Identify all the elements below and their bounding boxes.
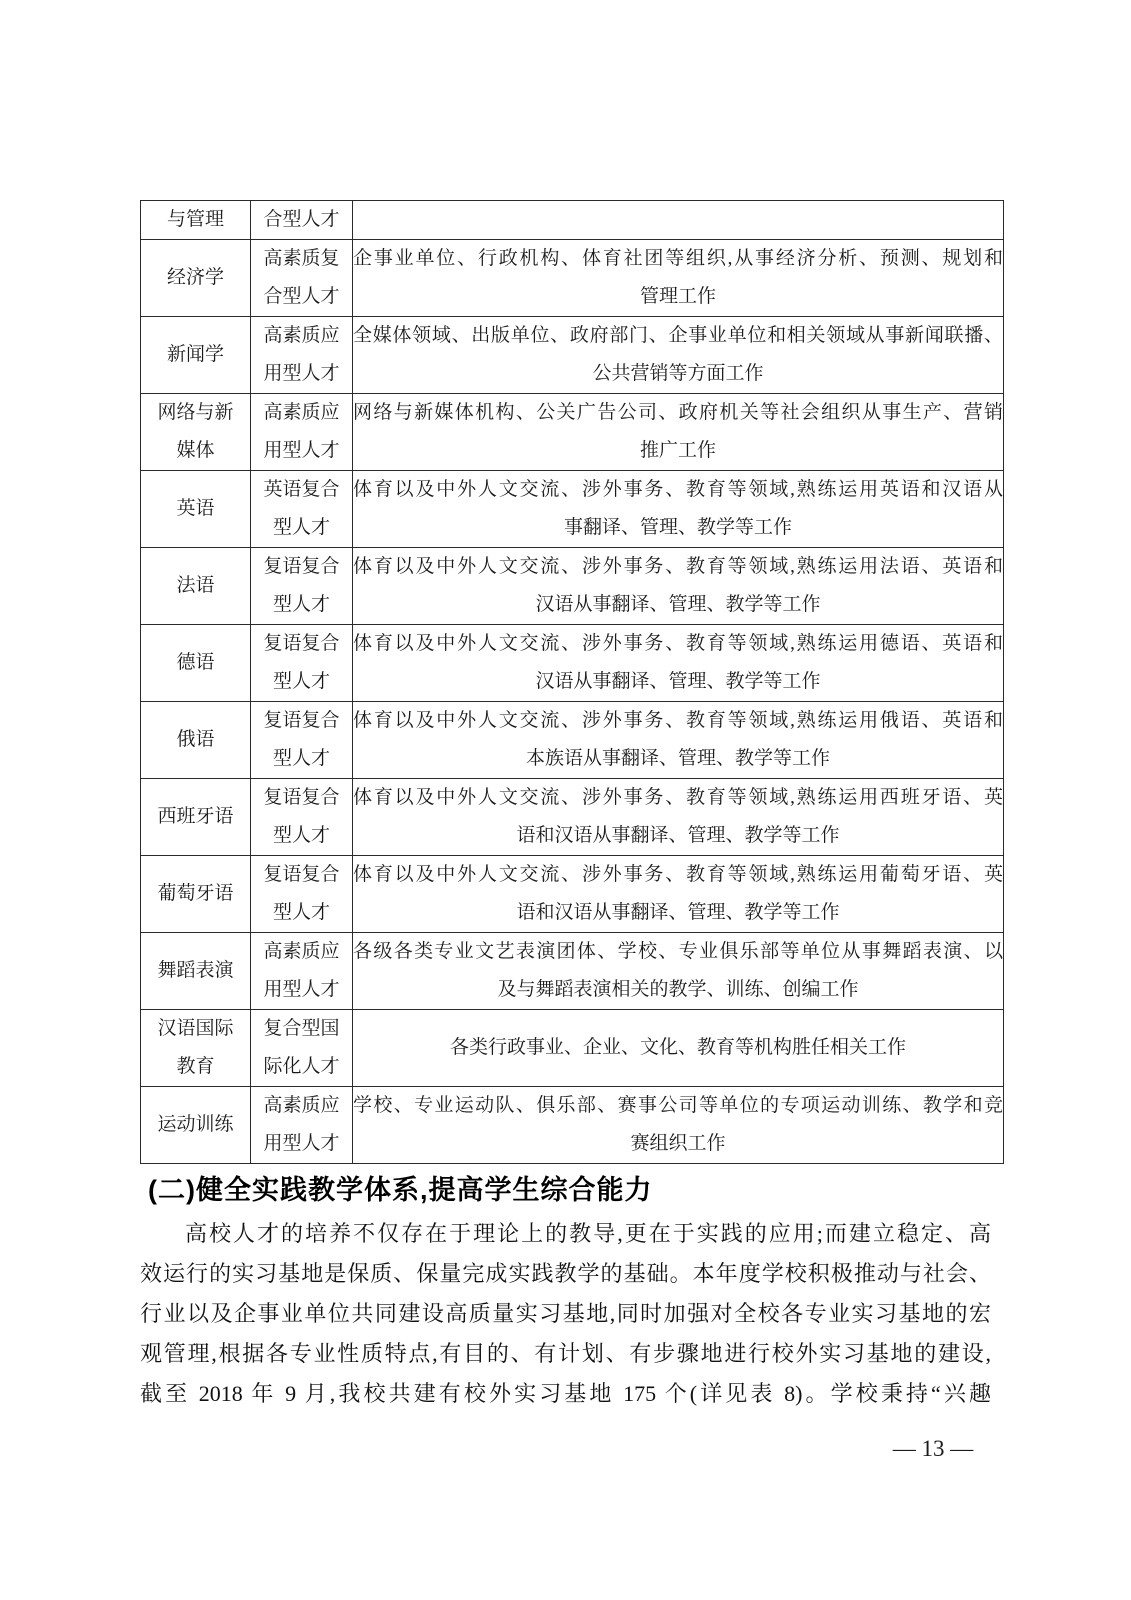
table-row: [141, 394, 1004, 471]
cell-major: [141, 471, 251, 548]
cell-desc: [353, 548, 1004, 625]
cell-type: [251, 625, 353, 702]
paragraph-line: 观管理,根据各专业性质特点,有目的、有计划、有步骤地进行校外实习基地的建设,: [140, 1341, 991, 1366]
paragraph-line: 行业以及企事业单位共同建设高质量实习基地,同时加强对全校各专业实习基地的宏: [140, 1301, 991, 1326]
cell-type: [251, 548, 353, 625]
cell-line: 型人才: [272, 902, 330, 923]
cell-line: 赛组织工作: [630, 1133, 726, 1154]
cell-type: [251, 317, 353, 394]
majors-table: [140, 200, 1004, 1164]
cell-line: 型人才: [272, 748, 330, 769]
cell-line: 复语复合: [263, 556, 340, 577]
cell-line: 体育以及中外人文交流、涉外事务、教育等领域,熟练运用俄语、英语和: [353, 710, 1003, 731]
cell-line: 教育: [176, 1056, 215, 1077]
cell-line: 复语复合: [263, 633, 340, 654]
table-row: [141, 317, 1004, 394]
cell-line: 各类行政事业、企业、文化、教育等机构胜任相关工作: [449, 1037, 906, 1058]
cell-line: 公共营销等方面工作: [592, 363, 764, 384]
cell-line: 语和汉语从事翻译、管理、教学等工作: [516, 825, 840, 846]
cell-major: [141, 625, 251, 702]
cell-desc: [353, 1010, 1004, 1087]
cell-line: 媒体: [176, 440, 215, 461]
cell-type: [251, 856, 353, 933]
cell-line: 高素质应: [263, 1095, 340, 1116]
cell-line: 高素质应: [263, 402, 340, 423]
table-row: [141, 548, 1004, 625]
cell-line: 法语: [176, 575, 215, 596]
cell-type: [251, 201, 353, 240]
cell-desc: [353, 240, 1004, 317]
paragraph-line: 效运行的实习基地是保质、保量完成实践教学的基础。本年度学校积极推动与社会、: [140, 1261, 991, 1286]
cell-line: 高素质应: [263, 941, 340, 962]
cell-type: [251, 1087, 353, 1164]
cell-line: 运动训练: [157, 1114, 234, 1135]
cell-line: 全媒体领域、出版单位、政府部门、企事业单位和相关领域从事新闻联播、: [353, 325, 1003, 346]
cell-line: 复语复合: [263, 787, 340, 808]
cell-line: 复合型国: [263, 1018, 340, 1039]
cell-line: 高素质应: [263, 325, 340, 346]
body-paragraph: [140, 1214, 991, 1414]
cell-desc: [353, 702, 1004, 779]
table-row: [141, 702, 1004, 779]
cell-line: 体育以及中外人文交流、涉外事务、教育等领域,熟练运用葡萄牙语、英: [353, 864, 1003, 885]
cell-line: 各级各类专业文艺表演团体、学校、专业俱乐部等单位从事舞蹈表演、以: [353, 941, 1003, 962]
cell-major: [141, 201, 251, 240]
cell-type: [251, 779, 353, 856]
cell-desc: [353, 471, 1004, 548]
cell-type: [251, 933, 353, 1010]
table-row: [141, 1010, 1004, 1087]
cell-line: 体育以及中外人文交流、涉外事务、教育等领域,熟练运用西班牙语、英: [353, 787, 1003, 808]
cell-line: 舞蹈表演: [157, 960, 234, 981]
table-row: [141, 933, 1004, 1010]
cell-major: [141, 317, 251, 394]
cell-line: 型人才: [272, 825, 330, 846]
cell-line: 推广工作: [639, 440, 716, 461]
cell-line: 高素质复: [263, 248, 340, 269]
cell-major: [141, 394, 251, 471]
cell-major: [141, 856, 251, 933]
cell-line: 用型人才: [263, 440, 340, 461]
cell-line: 合型人才: [263, 286, 340, 307]
table-row: [141, 201, 1004, 240]
cell-line: 网络与新: [157, 402, 234, 423]
cell-line: 管理工作: [639, 286, 716, 307]
cell-major: [141, 702, 251, 779]
cell-line: 体育以及中外人文交流、涉外事务、教育等领域,熟练运用英语和汉语从: [353, 479, 1003, 500]
cell-type: [251, 702, 353, 779]
cell-line: 本族语从事翻译、管理、教学等工作: [525, 748, 830, 769]
cell-line: 德语: [176, 652, 215, 673]
cell-line: 葡萄牙语: [157, 883, 234, 904]
cell-desc: [353, 1087, 1004, 1164]
cell-line: 英语复合: [263, 479, 340, 500]
cell-line: 型人才: [272, 594, 330, 615]
cell-line: 经济学: [166, 267, 224, 288]
cell-major: [141, 933, 251, 1010]
section-heading: (二)健全实践教学体系,提高学生综合能力: [148, 1175, 653, 1205]
paragraph-line: 截至 2018 年 9 月,我校共建有校外实习基地 175 个(详见表 8)。学校秉持“兴趣: [140, 1381, 991, 1406]
cell-line: 际化人才: [263, 1056, 340, 1077]
cell-line: 合型人才: [263, 209, 340, 230]
cell-desc: [353, 201, 1004, 240]
cell-desc: [353, 317, 1004, 394]
cell-line: 网络与新媒体机构、公关广告公司、政府机关等社会组织从事生产、营销: [353, 402, 1003, 423]
cell-major: [141, 548, 251, 625]
cell-line: 俄语: [176, 729, 215, 750]
cell-line: 复语复合: [263, 710, 340, 731]
cell-line: 型人才: [272, 671, 330, 692]
table-row: [141, 471, 1004, 548]
cell-desc: [353, 779, 1004, 856]
cell-line: 复语复合: [263, 864, 340, 885]
cell-line: 事翻译、管理、教学等工作: [563, 517, 792, 538]
cell-line: 用型人才: [263, 363, 340, 384]
cell-type: [251, 471, 353, 548]
table-row: [141, 856, 1004, 933]
cell-major: [141, 1087, 251, 1164]
cell-desc: [353, 933, 1004, 1010]
cell-line: 汉语从事翻译、管理、教学等工作: [535, 594, 821, 615]
majors-table-body: [141, 201, 1004, 1164]
cell-line: 体育以及中外人文交流、涉外事务、教育等领域,熟练运用德语、英语和: [353, 633, 1003, 654]
cell-line: 用型人才: [263, 1133, 340, 1154]
cell-line: 新闻学: [166, 344, 224, 365]
table-row: [141, 1087, 1004, 1164]
cell-line: 企事业单位、行政机构、体育社团等组织,从事经济分析、预测、规划和: [353, 248, 1003, 269]
cell-line: 及与舞蹈表演相关的教学、训练、创编工作: [497, 979, 859, 1000]
cell-desc: [353, 856, 1004, 933]
table-row: [141, 625, 1004, 702]
cell-line: 用型人才: [263, 979, 340, 1000]
cell-line: 汉语国际: [157, 1018, 234, 1039]
cell-line: 型人才: [272, 517, 330, 538]
page-number: — 13 —: [892, 1436, 974, 1461]
cell-major: [141, 240, 251, 317]
paragraph-line: 高校人才的培养不仅存在于理论上的教导,更在于实践的应用;而建立稳定、高: [185, 1221, 991, 1246]
cell-line: 语和汉语从事翻译、管理、教学等工作: [516, 902, 840, 923]
cell-type: [251, 1010, 353, 1087]
cell-type: [251, 394, 353, 471]
cell-line: 与管理: [166, 209, 224, 230]
table-row: [141, 779, 1004, 856]
cell-desc: [353, 394, 1004, 471]
cell-line: 汉语从事翻译、管理、教学等工作: [535, 671, 821, 692]
cell-major: [141, 779, 251, 856]
cell-line: 学校、专业运动队、俱乐部、赛事公司等单位的专项运动训练、教学和竞: [353, 1095, 1003, 1116]
cell-type: [251, 240, 353, 317]
cell-line: 体育以及中外人文交流、涉外事务、教育等领域,熟练运用法语、英语和: [353, 556, 1003, 577]
cell-desc: [353, 625, 1004, 702]
cell-line: 西班牙语: [157, 806, 234, 827]
cell-major: [141, 1010, 251, 1087]
table-row: [141, 240, 1004, 317]
cell-line: 英语: [176, 498, 215, 519]
